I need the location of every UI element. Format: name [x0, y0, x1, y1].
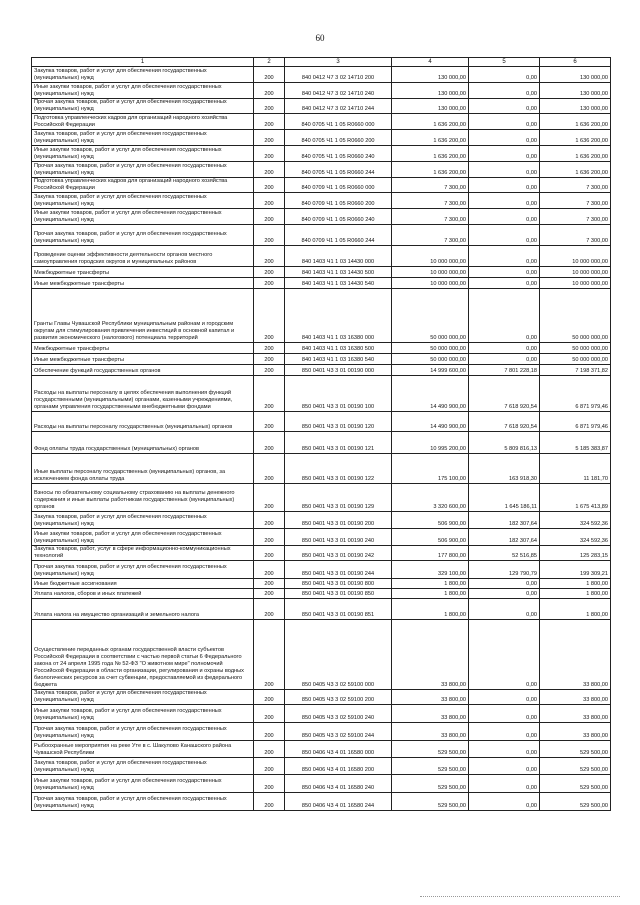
column-header: 6 — [540, 58, 611, 67]
row-budget-code: 850 0405 Ч3 3 02 59100 200 — [285, 690, 392, 705]
row-rest-amount: 50 000 000,00 — [540, 343, 611, 354]
row-name: Иные закупки товаров, работ и услуг для обеспечения государственных (муниципальных) нужд — [32, 529, 254, 546]
row-name: Прочая закупка товаров, работ и услуг для обеспечения государственных (муниципальных) нужд — [32, 793, 254, 811]
row-fact-amount: 0,00 — [469, 579, 540, 589]
row-rest-amount: 1 800,00 — [540, 599, 611, 620]
row-fact-amount: 0,00 — [469, 162, 540, 178]
row-fact-amount: 0,00 — [469, 278, 540, 289]
row-admin-code: 200 — [254, 114, 285, 130]
row-fact-amount: 163 918,30 — [469, 454, 540, 484]
column-header: 3 — [285, 58, 392, 67]
row-rest-amount: 7 300,00 — [540, 178, 611, 193]
row-rest-amount: 529 500,00 — [540, 793, 611, 811]
row-fact-amount: 0,00 — [469, 723, 540, 741]
row-rest-amount: 130 000,00 — [540, 83, 611, 99]
row-name: Прочая закупка товаров, работ и услуг для обеспечения государственных (муниципальных) нужд — [32, 162, 254, 178]
row-admin-code: 200 — [254, 354, 285, 365]
row-admin-code: 200 — [254, 529, 285, 546]
row-rest-amount: 11 181,70 — [540, 454, 611, 484]
row-plan-amount: 1 800,00 — [392, 599, 469, 620]
row-budget-code: 850 0401 Ч3 3 01 00190 120 — [285, 412, 392, 432]
row-budget-code: 850 0405 Ч3 3 02 59100 000 — [285, 620, 392, 690]
row-name: Иные бюджетные ассигнования — [32, 579, 254, 589]
header-row — [32, 58, 611, 67]
row-rest-amount: 50 000 000,00 — [540, 354, 611, 365]
row-plan-amount: 1 636 200,00 — [392, 114, 469, 130]
row-rest-amount: 33 800,00 — [540, 620, 611, 690]
row-plan-amount: 130 000,00 — [392, 83, 469, 99]
row-plan-amount: 506 900,00 — [392, 529, 469, 546]
row-plan-amount: 33 800,00 — [392, 620, 469, 690]
row-name: Иные закупки товаров, работ и услуг для обеспечения государственных (муниципальных) нужд — [32, 83, 254, 99]
row-admin-code: 200 — [254, 793, 285, 811]
row-fact-amount: 0,00 — [469, 146, 540, 162]
row-plan-amount: 175 100,00 — [392, 454, 469, 484]
row-budget-code: 840 0412 Ч7 3 02 14710 200 — [285, 67, 392, 83]
row-fact-amount: 0,00 — [469, 178, 540, 193]
row-admin-code: 200 — [254, 758, 285, 775]
row-rest-amount: 529 500,00 — [540, 775, 611, 793]
row-rest-amount: 1 636 200,00 — [540, 114, 611, 130]
row-rest-amount: 10 000 000,00 — [540, 246, 611, 267]
row-budget-code: 840 1403 Ч1 1 03 14430 000 — [285, 246, 392, 267]
table-row — [32, 246, 611, 267]
row-rest-amount: 7 300,00 — [540, 193, 611, 209]
row-plan-amount: 7 300,00 — [392, 178, 469, 193]
row-admin-code: 200 — [254, 723, 285, 741]
row-admin-code: 200 — [254, 83, 285, 99]
table-row — [32, 561, 611, 579]
row-plan-amount: 329 100,00 — [392, 561, 469, 579]
row-name: Иные межбюджетные трансферты — [32, 354, 254, 365]
row-plan-amount: 529 500,00 — [392, 741, 469, 758]
row-budget-code: 840 0412 Ч7 3 02 14710 240 — [285, 83, 392, 99]
row-name: Иные межбюджетные трансферты — [32, 278, 254, 289]
row-admin-code: 200 — [254, 99, 285, 114]
row-fact-amount: 0,00 — [469, 705, 540, 723]
table-row — [32, 376, 611, 412]
table-row — [32, 589, 611, 599]
row-admin-code: 200 — [254, 561, 285, 579]
row-fact-amount: 0,00 — [469, 793, 540, 811]
row-name: Прочая закупка товаров, работ и услуг для обеспечения государственных (муниципальных) нужд — [32, 225, 254, 246]
row-fact-amount: 0,00 — [469, 775, 540, 793]
row-name: Закупка товаров, работ и услуг для обеспечения государственных (муниципальных) нужд — [32, 758, 254, 775]
scan-artifact — [420, 893, 620, 897]
row-fact-amount: 52 516,85 — [469, 546, 540, 561]
row-budget-code: 850 0401 Ч3 3 01 00190 800 — [285, 579, 392, 589]
row-fact-amount: 0,00 — [469, 741, 540, 758]
row-plan-amount: 1 636 200,00 — [392, 162, 469, 178]
row-fact-amount: 0,00 — [469, 130, 540, 146]
table-row — [32, 705, 611, 723]
table-row — [32, 130, 611, 146]
row-budget-code: 850 0401 Ч3 3 01 00190 240 — [285, 529, 392, 546]
row-fact-amount: 0,00 — [469, 289, 540, 343]
row-name: Рыбоохранные мероприятия на реке Уте в с. Шакулово Канашского района Чувашской Республики — [32, 741, 254, 758]
budget-table — [31, 57, 611, 811]
row-rest-amount: 324 592,36 — [540, 512, 611, 529]
row-plan-amount: 50 000 000,00 — [392, 343, 469, 354]
table-row — [32, 193, 611, 209]
row-budget-code: 850 0401 Ч3 3 01 00190 100 — [285, 376, 392, 412]
row-rest-amount: 50 000 000,00 — [540, 289, 611, 343]
row-fact-amount: 0,00 — [469, 99, 540, 114]
row-fact-amount: 0,00 — [469, 225, 540, 246]
row-fact-amount: 0,00 — [469, 67, 540, 83]
row-plan-amount: 130 000,00 — [392, 67, 469, 83]
table-row — [32, 99, 611, 114]
row-admin-code: 200 — [254, 620, 285, 690]
row-budget-code: 840 1403 Ч1 1 03 14430 540 — [285, 278, 392, 289]
row-name: Уплата налогов, сборов и иных платежей — [32, 589, 254, 599]
row-plan-amount: 1 800,00 — [392, 589, 469, 599]
row-rest-amount: 1 636 200,00 — [540, 162, 611, 178]
table-row — [32, 579, 611, 589]
row-name: Гранты Главы Чувашской Республики муниципальным районам и городским округам для стимулирования привлечения инвестиций в основной капитал и развития экономического (налогового) потенциала территорий — [32, 289, 254, 343]
row-name: Иные закупки товаров, работ и услуг для обеспечения государственных (муниципальных) нужд — [32, 775, 254, 793]
row-plan-amount: 10 995 200,00 — [392, 432, 469, 454]
table-row — [32, 267, 611, 278]
row-name: Проведение оценки эффективности деятельности органов местного самоуправления городских округов и муниципальных районов — [32, 246, 254, 267]
row-plan-amount: 3 320 600,00 — [392, 484, 469, 512]
row-fact-amount: 7 801 228,18 — [469, 365, 540, 376]
row-budget-code: 840 0709 Ч1 1 05 R0660 244 — [285, 225, 392, 246]
row-budget-code: 850 0401 Ч3 3 01 00190 122 — [285, 454, 392, 484]
row-budget-code: 850 0401 Ч3 3 01 00190 851 — [285, 599, 392, 620]
row-budget-code: 850 0401 Ч3 3 01 00190 121 — [285, 432, 392, 454]
row-admin-code: 200 — [254, 599, 285, 620]
row-rest-amount: 7 198 371,82 — [540, 365, 611, 376]
row-name: Закупка товаров, работ, услуг в сфере информационно-коммуникационных технологий — [32, 546, 254, 561]
row-rest-amount: 33 800,00 — [540, 705, 611, 723]
row-rest-amount: 1 636 200,00 — [540, 130, 611, 146]
row-budget-code: 850 0401 Ч3 3 01 00190 244 — [285, 561, 392, 579]
row-budget-code: 850 0401 Ч3 3 01 00190 200 — [285, 512, 392, 529]
row-plan-amount: 1 636 200,00 — [392, 146, 469, 162]
row-fact-amount: 0,00 — [469, 589, 540, 599]
row-plan-amount: 14 999 600,00 — [392, 365, 469, 376]
row-fact-amount: 182 307,64 — [469, 529, 540, 546]
row-budget-code: 840 1403 Ч1 1 03 16380 500 — [285, 343, 392, 354]
row-admin-code: 200 — [254, 512, 285, 529]
row-fact-amount: 129 790,79 — [469, 561, 540, 579]
row-rest-amount: 10 000 000,00 — [540, 267, 611, 278]
row-rest-amount: 529 500,00 — [540, 741, 611, 758]
row-budget-code: 840 0705 Ч1 1 05 R0660 200 — [285, 130, 392, 146]
row-name: Закупка товаров, работ и услуг для обеспечения государственных (муниципальных) нужд — [32, 67, 254, 83]
row-fact-amount: 182 307,64 — [469, 512, 540, 529]
row-admin-code: 200 — [254, 278, 285, 289]
row-admin-code: 200 — [254, 705, 285, 723]
row-plan-amount: 50 000 000,00 — [392, 354, 469, 365]
row-name: Прочая закупка товаров, работ и услуг для обеспечения государственных (муниципальных) нужд — [32, 99, 254, 114]
row-budget-code: 840 0709 Ч1 1 05 R0660 000 — [285, 178, 392, 193]
row-plan-amount: 10 000 000,00 — [392, 267, 469, 278]
row-name: Расходы на выплаты персоналу в целях обеспечения выполнения функций государственными (муниципальными) органами, казенными учреждениями, органами управления государственными внебюджетными фондами — [32, 376, 254, 412]
row-name: Закупка товаров, работ и услуг для обеспечения государственных (муниципальных) нужд — [32, 690, 254, 705]
row-fact-amount: 1 645 186,11 — [469, 484, 540, 512]
row-name: Межбюджетные трансферты — [32, 267, 254, 278]
row-name: Иные выплаты персоналу государственных (муниципальных) органов, за исключением фонда оплаты труда — [32, 454, 254, 484]
row-budget-code: 850 0401 Ч3 3 01 00190 000 — [285, 365, 392, 376]
row-plan-amount: 33 800,00 — [392, 723, 469, 741]
row-admin-code: 200 — [254, 193, 285, 209]
row-fact-amount: 0,00 — [469, 620, 540, 690]
table-row — [32, 412, 611, 432]
row-fact-amount: 7 618 920,54 — [469, 376, 540, 412]
row-rest-amount: 6 871 979,46 — [540, 376, 611, 412]
row-admin-code: 200 — [254, 67, 285, 83]
row-budget-code: 850 0401 Ч3 3 01 00190 129 — [285, 484, 392, 512]
row-admin-code: 200 — [254, 484, 285, 512]
row-fact-amount: 0,00 — [469, 758, 540, 775]
row-budget-code: 840 0705 Ч1 1 05 R0660 000 — [285, 114, 392, 130]
table-row — [32, 225, 611, 246]
table-row — [32, 343, 611, 354]
row-plan-amount: 130 000,00 — [392, 99, 469, 114]
row-fact-amount: 0,00 — [469, 599, 540, 620]
row-plan-amount: 529 500,00 — [392, 758, 469, 775]
row-rest-amount: 1 675 413,89 — [540, 484, 611, 512]
row-budget-code: 840 0705 Ч1 1 05 R0660 240 — [285, 146, 392, 162]
row-admin-code: 200 — [254, 546, 285, 561]
row-fact-amount: 0,00 — [469, 343, 540, 354]
row-plan-amount: 7 300,00 — [392, 209, 469, 225]
row-budget-code: 850 0401 Ч3 3 01 00190 242 — [285, 546, 392, 561]
row-plan-amount: 1 800,00 — [392, 579, 469, 589]
row-fact-amount: 0,00 — [469, 114, 540, 130]
table-row — [32, 278, 611, 289]
table-row — [32, 162, 611, 178]
table-row — [32, 146, 611, 162]
row-budget-code: 840 0709 Ч1 1 05 R0660 240 — [285, 209, 392, 225]
row-admin-code: 200 — [254, 209, 285, 225]
row-plan-amount: 7 300,00 — [392, 225, 469, 246]
row-fact-amount: 0,00 — [469, 690, 540, 705]
table-row — [32, 723, 611, 741]
row-plan-amount: 1 636 200,00 — [392, 130, 469, 146]
table-row — [32, 454, 611, 484]
column-header: 1 — [32, 58, 254, 67]
row-admin-code: 200 — [254, 741, 285, 758]
row-admin-code: 200 — [254, 178, 285, 193]
row-budget-code: 840 1403 Ч1 1 03 16380 540 — [285, 354, 392, 365]
table-row — [32, 758, 611, 775]
row-plan-amount: 529 500,00 — [392, 793, 469, 811]
row-admin-code: 200 — [254, 146, 285, 162]
table-row — [32, 354, 611, 365]
table-row — [32, 546, 611, 561]
row-rest-amount: 6 871 979,46 — [540, 412, 611, 432]
row-name: Межбюджетные трансферты — [32, 343, 254, 354]
row-name: Закупка товаров, работ и услуг для обеспечения государственных (муниципальных) нужд — [32, 193, 254, 209]
row-admin-code: 200 — [254, 246, 285, 267]
table-row — [32, 599, 611, 620]
row-budget-code: 850 0406 Ч3 4 01 16580 000 — [285, 741, 392, 758]
row-plan-amount: 33 800,00 — [392, 705, 469, 723]
row-rest-amount: 324 592,36 — [540, 529, 611, 546]
row-admin-code: 200 — [254, 365, 285, 376]
row-name: Осуществление переданных органам государственной власти субъектов Российской Федерации в соответствии с частью первой статьи 6 Федерального закона от 24 апреля 1995 года № 52-ФЗ "О животном мире" полномочий Российской Федерации в области организации, регулирования и охраны водных биологических ресурсов за счет субвенции, предоставляемой из федерального бюджета — [32, 620, 254, 690]
row-plan-amount: 177 800,00 — [392, 546, 469, 561]
row-plan-amount: 10 000 000,00 — [392, 278, 469, 289]
row-admin-code: 200 — [254, 343, 285, 354]
row-plan-amount: 14 490 900,00 — [392, 412, 469, 432]
table-row — [32, 209, 611, 225]
table-row — [32, 432, 611, 454]
row-admin-code: 200 — [254, 289, 285, 343]
row-plan-amount: 33 800,00 — [392, 690, 469, 705]
row-name: Подготовка управленческих кадров для организаций народного хозяйства Российской Федерации — [32, 114, 254, 130]
row-admin-code: 200 — [254, 267, 285, 278]
row-admin-code: 200 — [254, 376, 285, 412]
table-row — [32, 690, 611, 705]
row-rest-amount: 529 500,00 — [540, 758, 611, 775]
row-name: Закупка товаров, работ и услуг для обеспечения государственных (муниципальных) нужд — [32, 512, 254, 529]
row-name: Прочая закупка товаров, работ и услуг для обеспечения государственных (муниципальных) нужд — [32, 723, 254, 741]
row-budget-code: 850 0405 Ч3 3 02 59100 240 — [285, 705, 392, 723]
row-admin-code: 200 — [254, 225, 285, 246]
row-rest-amount: 5 185 383,87 — [540, 432, 611, 454]
row-budget-code: 840 1403 Ч1 1 03 14430 500 — [285, 267, 392, 278]
row-plan-amount: 506 900,00 — [392, 512, 469, 529]
row-admin-code: 200 — [254, 454, 285, 484]
row-fact-amount: 0,00 — [469, 354, 540, 365]
column-header: 2 — [254, 58, 285, 67]
row-rest-amount: 1 800,00 — [540, 589, 611, 599]
row-budget-code: 850 0406 Ч3 4 01 16580 244 — [285, 793, 392, 811]
row-name: Закупка товаров, работ и услуг для обеспечения государственных (муниципальных) нужд — [32, 130, 254, 146]
row-admin-code: 200 — [254, 579, 285, 589]
row-plan-amount: 529 500,00 — [392, 775, 469, 793]
row-name: Иные закупки товаров, работ и услуг для обеспечения государственных (муниципальных) нужд — [32, 705, 254, 723]
column-header: 5 — [469, 58, 540, 67]
row-rest-amount: 130 000,00 — [540, 99, 611, 114]
row-name: Иные закупки товаров, работ и услуг для обеспечения государственных (муниципальных) нужд — [32, 209, 254, 225]
row-plan-amount: 14 490 900,00 — [392, 376, 469, 412]
row-name: Уплата налога на имущество организаций и земельного налога — [32, 599, 254, 620]
row-budget-code: 840 0709 Ч1 1 05 R0660 200 — [285, 193, 392, 209]
column-header: 4 — [392, 58, 469, 67]
row-budget-code: 850 0401 Ч3 3 01 00190 850 — [285, 589, 392, 599]
row-name: Подготовка управленческих кадров для организаций народного хозяйства Российской Федерации — [32, 178, 254, 193]
row-rest-amount: 7 300,00 — [540, 225, 611, 246]
table-row — [32, 114, 611, 130]
table-row — [32, 741, 611, 758]
row-name: Обеспечение функций государственных органов — [32, 365, 254, 376]
row-name: Прочая закупка товаров, работ и услуг для обеспечения государственных (муниципальных) нужд — [32, 561, 254, 579]
row-fact-amount: 7 618 920,54 — [469, 412, 540, 432]
row-fact-amount: 0,00 — [469, 209, 540, 225]
row-fact-amount: 0,00 — [469, 246, 540, 267]
row-rest-amount: 199 309,21 — [540, 561, 611, 579]
row-rest-amount: 7 300,00 — [540, 209, 611, 225]
row-fact-amount: 0,00 — [469, 193, 540, 209]
table-row — [32, 83, 611, 99]
row-admin-code: 200 — [254, 775, 285, 793]
row-admin-code: 200 — [254, 690, 285, 705]
row-name: Иные закупки товаров, работ и услуг для обеспечения государственных (муниципальных) нужд — [32, 146, 254, 162]
row-rest-amount: 1 636 200,00 — [540, 146, 611, 162]
row-admin-code: 200 — [254, 162, 285, 178]
table-row — [32, 484, 611, 512]
table-row — [32, 512, 611, 529]
row-name: Фонд оплаты труда государственных (муниципальных) органов — [32, 432, 254, 454]
row-budget-code: 840 0412 Ч7 3 02 14710 244 — [285, 99, 392, 114]
row-rest-amount: 33 800,00 — [540, 690, 611, 705]
row-fact-amount: 0,00 — [469, 267, 540, 278]
row-budget-code: 850 0406 Ч3 4 01 16580 240 — [285, 775, 392, 793]
row-fact-amount: 0,00 — [469, 83, 540, 99]
row-rest-amount: 10 000 000,00 — [540, 278, 611, 289]
row-plan-amount: 50 000 000,00 — [392, 289, 469, 343]
row-admin-code: 200 — [254, 432, 285, 454]
row-rest-amount: 125 283,15 — [540, 546, 611, 561]
row-rest-amount: 130 000,00 — [540, 67, 611, 83]
page-number: 60 — [315, 33, 325, 43]
table-row — [32, 67, 611, 83]
table-row — [32, 289, 611, 343]
row-admin-code: 200 — [254, 412, 285, 432]
row-admin-code: 200 — [254, 130, 285, 146]
table-row — [32, 178, 611, 193]
table-row — [32, 793, 611, 811]
table-row — [32, 365, 611, 376]
row-fact-amount: 5 809 816,13 — [469, 432, 540, 454]
row-rest-amount: 33 800,00 — [540, 723, 611, 741]
row-name: Взносы по обязательному социальному страхованию на выплаты денежного содержания и иные выплаты работникам государственных (муниципальных) органов — [32, 484, 254, 512]
row-name: Расходы на выплаты персоналу государственных (муниципальных) органов — [32, 412, 254, 432]
row-plan-amount: 10 000 000,00 — [392, 246, 469, 267]
row-admin-code: 200 — [254, 589, 285, 599]
row-budget-code: 840 0705 Ч1 1 05 R0660 244 — [285, 162, 392, 178]
row-plan-amount: 7 300,00 — [392, 193, 469, 209]
row-budget-code: 850 0406 Ч3 4 01 16580 200 — [285, 758, 392, 775]
row-rest-amount: 1 800,00 — [540, 579, 611, 589]
table-row — [32, 529, 611, 546]
table-row — [32, 620, 611, 690]
row-budget-code: 850 0405 Ч3 3 02 59100 244 — [285, 723, 392, 741]
row-budget-code: 840 1403 Ч1 1 03 16380 000 — [285, 289, 392, 343]
table-row — [32, 775, 611, 793]
